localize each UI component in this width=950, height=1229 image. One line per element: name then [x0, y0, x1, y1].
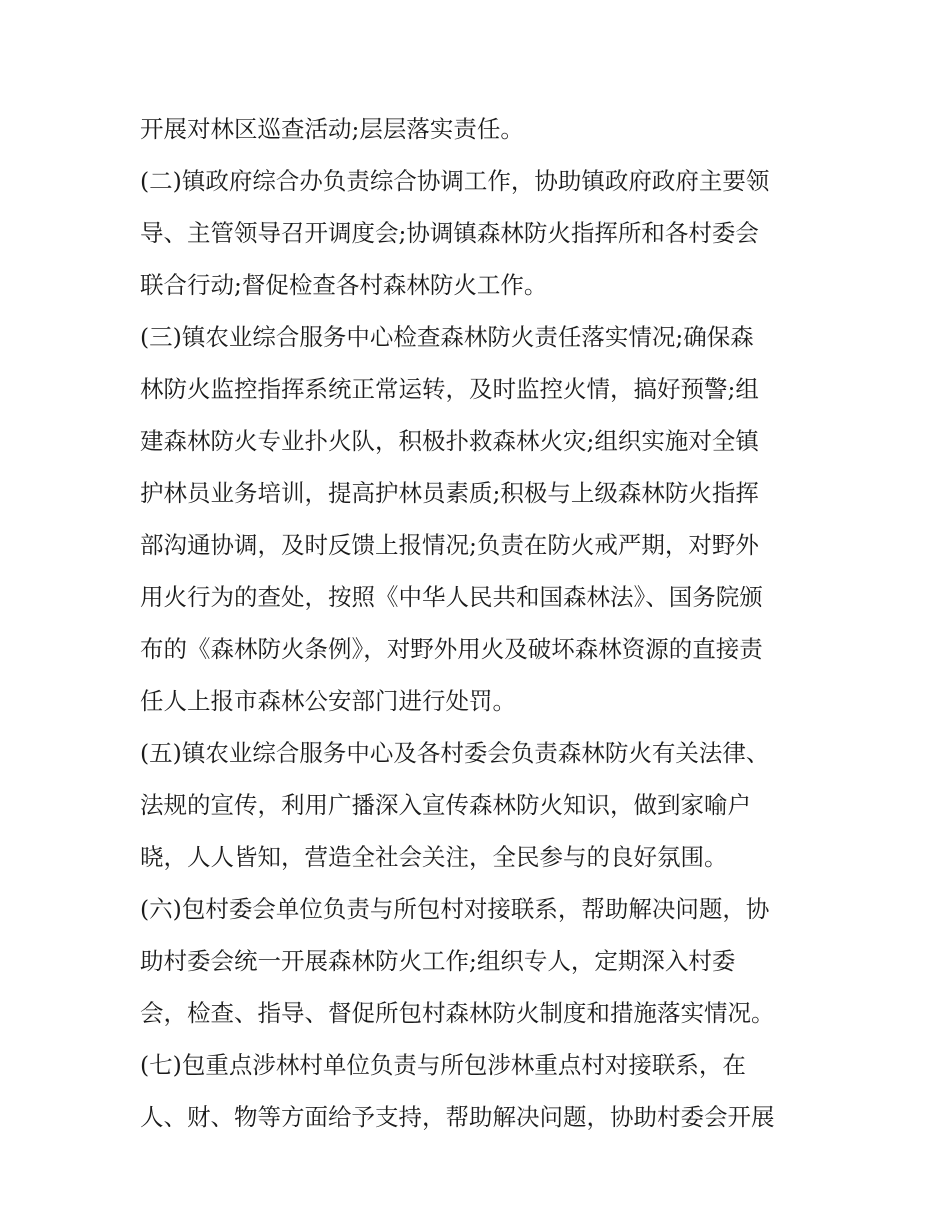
text-line: 用火行为的查处，按照《中华人民共和国森林法》、国务院颁	[140, 583, 763, 611]
text-line: (三)镇农业综合服务中心检查森林防火责任落实情况;确保森	[140, 323, 754, 351]
text-line: 部沟通协调，及时反馈上报情况;负责在防火戒严期，对野外	[140, 531, 759, 559]
text-line: 建森林防火专业扑火队，积极扑救森林火灾;组织实施对全镇	[140, 427, 759, 455]
text-line: 任人上报市森林公安部门进行处罚。	[140, 687, 516, 715]
text-line: 林防火监控指挥系统正常运转，及时监控火情，搞好预警;组	[140, 375, 759, 403]
text-line: 布的《森林防火条例》，对野外用火及破坏森林资源的直接责	[140, 635, 763, 663]
text-line: 护林员业务培训，提高护林员素质;积极与上级森林防火指挥	[140, 479, 759, 507]
text-line: 开展对林区巡查活动;层层落实责任。	[140, 115, 524, 143]
text-line: (二)镇政府综合办负责综合协调工作，协助镇政府政府主要领	[140, 167, 770, 195]
text-line: 助村委会统一开展森林防火工作;组织专人，定期深入村委	[140, 947, 736, 975]
text-line: (六)包村委会单位负责与所包村对接联系，帮助解决问题，协	[140, 895, 770, 923]
text-line: 导、主管领导召开调度会;协调镇森林防火指挥所和各村委会	[140, 219, 759, 247]
text-line: 晓，人人皆知，营造全社会关注，全民参与的良好氛围。	[140, 843, 728, 871]
text-line: (七)包重点涉林村单位负责与所包涉林重点村对接联系，在	[140, 1051, 746, 1079]
text-line: (五)镇农业综合服务中心及各村委会负责森林防火有关法律、	[140, 739, 770, 767]
text-line: 法规的宣传，利用广播深入宣传森林防火知识，做到家喻户	[140, 791, 751, 819]
text-line: 人、财、物等方面给予支持，帮助解决问题，协助村委会开展	[140, 1103, 775, 1131]
document-body	[140, 103, 840, 1143]
text-line: 会，检查、指导、督促所包村森林防火制度和措施落实情况。	[140, 999, 775, 1027]
text-line: 联合行动;督促检查各村森林防火工作。	[140, 271, 548, 299]
